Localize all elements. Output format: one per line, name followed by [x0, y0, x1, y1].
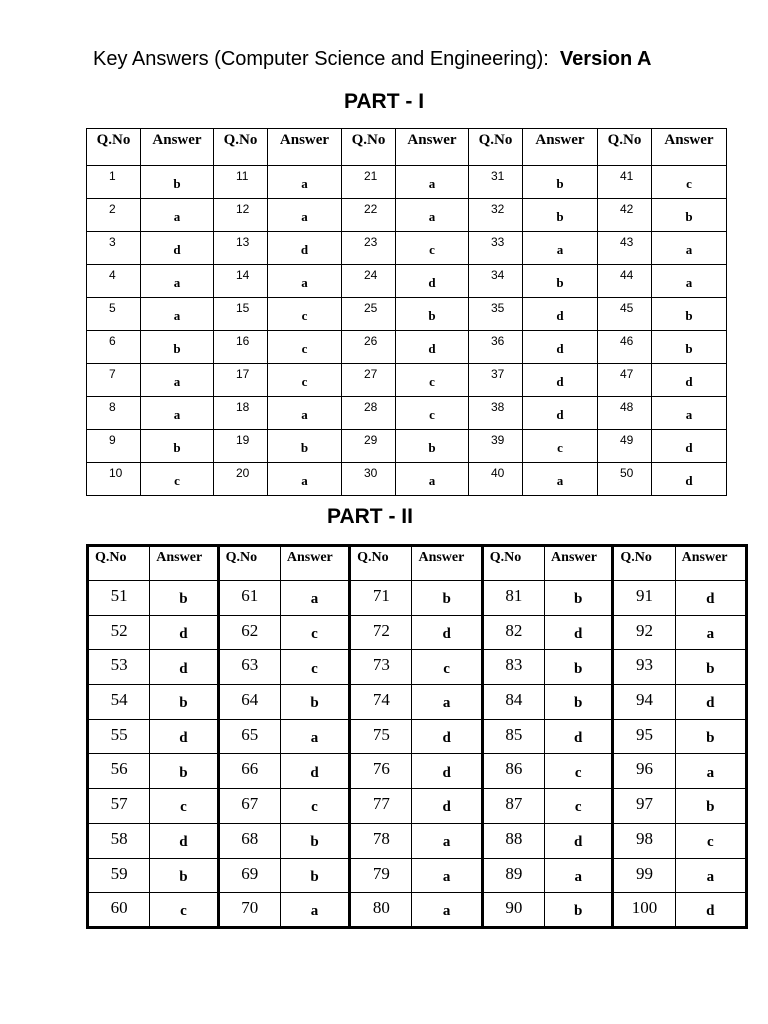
- answer-cell: a: [652, 232, 727, 265]
- question-number-cell: 44: [598, 265, 652, 298]
- question-number-cell: 93: [613, 650, 675, 685]
- column-header-qno: Q.No: [218, 546, 280, 581]
- question-number-cell: 61: [218, 581, 280, 616]
- question-number-cell: 65: [218, 719, 280, 754]
- answer-cell: d: [280, 754, 349, 789]
- answer-cell: a: [268, 199, 342, 232]
- answer-cell: a: [652, 397, 727, 430]
- question-number-cell: 68: [218, 823, 280, 858]
- question-number-cell: 31: [469, 166, 523, 199]
- answer-cell: d: [675, 685, 746, 720]
- question-number-cell: 75: [350, 719, 412, 754]
- question-number-cell: 73: [350, 650, 412, 685]
- question-number-cell: 14: [214, 265, 268, 298]
- answer-cell: b: [150, 754, 218, 789]
- question-number-cell: 18: [214, 397, 268, 430]
- answer-cell: d: [150, 650, 218, 685]
- question-number-cell: 17: [214, 364, 268, 397]
- answer-cell: a: [675, 858, 746, 893]
- answer-cell: a: [141, 265, 214, 298]
- answer-cell: c: [150, 789, 218, 824]
- answer-cell: a: [652, 265, 727, 298]
- version-label: Version A: [559, 48, 652, 70]
- answer-cell: a: [280, 719, 349, 754]
- column-header-qno: Q.No: [469, 129, 523, 166]
- table-row: [88, 650, 747, 685]
- answer-cell: a: [396, 463, 469, 496]
- answer-cell: d: [412, 615, 482, 650]
- column-header-qno: Q.No: [482, 546, 544, 581]
- question-number-cell: 46: [598, 331, 652, 364]
- question-number-cell: 36: [469, 331, 523, 364]
- table-row: [87, 265, 727, 298]
- part-1-heading: PART - I: [343, 90, 425, 113]
- column-header-qno: Q.No: [214, 129, 268, 166]
- question-number-cell: 85: [482, 719, 544, 754]
- table-row: [87, 166, 727, 199]
- question-number-cell: 50: [598, 463, 652, 496]
- column-header-answer: Answer: [523, 129, 598, 166]
- question-number-cell: 20: [214, 463, 268, 496]
- answer-cell: a: [523, 463, 598, 496]
- question-number-cell: 72: [350, 615, 412, 650]
- answer-cell: a: [280, 893, 349, 928]
- table-row: [88, 685, 747, 720]
- answer-cell: b: [396, 430, 469, 463]
- answer-cell: b: [545, 650, 613, 685]
- question-number-cell: 84: [482, 685, 544, 720]
- question-number-cell: 64: [218, 685, 280, 720]
- question-number-cell: 92: [613, 615, 675, 650]
- column-header-qno: Q.No: [350, 546, 412, 581]
- answer-cell: b: [280, 823, 349, 858]
- question-number-cell: 29: [342, 430, 396, 463]
- question-number-cell: 8: [87, 397, 141, 430]
- answer-cell: d: [675, 893, 746, 928]
- answer-cell: d: [523, 331, 598, 364]
- answer-cell: b: [675, 650, 746, 685]
- answer-cell: d: [675, 581, 746, 616]
- document-title: [93, 48, 651, 71]
- question-number-cell: 30: [342, 463, 396, 496]
- question-number-cell: 12: [214, 199, 268, 232]
- question-number-cell: 79: [350, 858, 412, 893]
- question-number-cell: 4: [87, 265, 141, 298]
- question-number-cell: 70: [218, 893, 280, 928]
- question-number-cell: 71: [350, 581, 412, 616]
- answer-cell: c: [268, 298, 342, 331]
- question-number-cell: 63: [218, 650, 280, 685]
- question-number-cell: 43: [598, 232, 652, 265]
- question-number-cell: 21: [342, 166, 396, 199]
- question-number-cell: 45: [598, 298, 652, 331]
- answer-cell: d: [545, 615, 613, 650]
- question-number-cell: 15: [214, 298, 268, 331]
- table-row: [87, 298, 727, 331]
- answer-cell: b: [141, 331, 214, 364]
- answer-cell: b: [545, 685, 613, 720]
- answer-cell: b: [652, 331, 727, 364]
- column-header-qno: Q.No: [342, 129, 396, 166]
- column-header-answer: Answer: [280, 546, 349, 581]
- answer-cell: c: [675, 823, 746, 858]
- answer-cell: d: [141, 232, 214, 265]
- question-number-cell: 53: [88, 650, 150, 685]
- question-number-cell: 7: [87, 364, 141, 397]
- question-number-cell: 5: [87, 298, 141, 331]
- answer-cell: b: [652, 199, 727, 232]
- column-header-answer: Answer: [545, 546, 613, 581]
- answer-cell: a: [396, 199, 469, 232]
- answer-cell: d: [396, 265, 469, 298]
- answer-cell: a: [268, 166, 342, 199]
- question-number-cell: 39: [469, 430, 523, 463]
- question-number-cell: 94: [613, 685, 675, 720]
- answer-cell: b: [545, 893, 613, 928]
- question-number-cell: 10: [87, 463, 141, 496]
- question-number-cell: 35: [469, 298, 523, 331]
- answer-cell: d: [523, 298, 598, 331]
- answer-cell: c: [652, 166, 727, 199]
- question-number-cell: 33: [469, 232, 523, 265]
- column-header-answer: Answer: [675, 546, 746, 581]
- question-number-cell: 26: [342, 331, 396, 364]
- column-header-answer: Answer: [268, 129, 342, 166]
- answer-cell: b: [523, 199, 598, 232]
- answer-cell: c: [545, 754, 613, 789]
- question-number-cell: 66: [218, 754, 280, 789]
- column-header-answer: Answer: [412, 546, 482, 581]
- question-number-cell: 95: [613, 719, 675, 754]
- column-header-answer: Answer: [396, 129, 469, 166]
- answer-cell: d: [150, 615, 218, 650]
- question-number-cell: 49: [598, 430, 652, 463]
- question-number-cell: 57: [88, 789, 150, 824]
- answer-cell: c: [412, 650, 482, 685]
- question-number-cell: 90: [482, 893, 544, 928]
- question-number-cell: 25: [342, 298, 396, 331]
- table-row: [87, 463, 727, 496]
- column-header-qno: Q.No: [88, 546, 150, 581]
- column-header-answer: Answer: [150, 546, 218, 581]
- answer-cell: b: [280, 685, 349, 720]
- question-number-cell: 55: [88, 719, 150, 754]
- question-number-cell: 96: [613, 754, 675, 789]
- question-number-cell: 99: [613, 858, 675, 893]
- answer-cell: c: [280, 615, 349, 650]
- answer-cell: d: [523, 364, 598, 397]
- part-2-heading: PART - II: [327, 505, 413, 528]
- question-number-cell: 38: [469, 397, 523, 430]
- question-number-cell: 58: [88, 823, 150, 858]
- answer-cell: c: [396, 364, 469, 397]
- answer-cell: d: [268, 232, 342, 265]
- question-number-cell: 100: [613, 893, 675, 928]
- answer-cell: c: [150, 893, 218, 928]
- question-number-cell: 77: [350, 789, 412, 824]
- question-number-cell: 13: [214, 232, 268, 265]
- question-number-cell: 9: [87, 430, 141, 463]
- question-number-cell: 87: [482, 789, 544, 824]
- answer-cell: b: [150, 581, 218, 616]
- answer-cell: a: [545, 858, 613, 893]
- table-row: [88, 823, 747, 858]
- question-number-cell: 83: [482, 650, 544, 685]
- answer-cell: c: [396, 232, 469, 265]
- answer-cell: b: [141, 166, 214, 199]
- question-number-cell: 51: [88, 581, 150, 616]
- question-number-cell: 24: [342, 265, 396, 298]
- question-number-cell: 22: [342, 199, 396, 232]
- answer-cell: d: [652, 463, 727, 496]
- question-number-cell: 80: [350, 893, 412, 928]
- column-header-qno: Q.No: [598, 129, 652, 166]
- question-number-cell: 56: [88, 754, 150, 789]
- question-number-cell: 37: [469, 364, 523, 397]
- question-number-cell: 54: [88, 685, 150, 720]
- question-number-cell: 67: [218, 789, 280, 824]
- column-header-answer: Answer: [141, 129, 214, 166]
- answer-cell: b: [268, 430, 342, 463]
- table-row: [87, 397, 727, 430]
- table-row: [87, 199, 727, 232]
- question-number-cell: 76: [350, 754, 412, 789]
- answer-cell: a: [141, 298, 214, 331]
- answer-cell: a: [268, 265, 342, 298]
- column-header-answer: Answer: [652, 129, 727, 166]
- answer-cell: d: [396, 331, 469, 364]
- question-number-cell: 3: [87, 232, 141, 265]
- answer-cell: b: [523, 265, 598, 298]
- answer-cell: a: [523, 232, 598, 265]
- question-number-cell: 86: [482, 754, 544, 789]
- answer-cell: b: [545, 581, 613, 616]
- question-number-cell: 19: [214, 430, 268, 463]
- answer-cell: d: [412, 789, 482, 824]
- question-number-cell: 69: [218, 858, 280, 893]
- answer-cell: b: [675, 789, 746, 824]
- question-number-cell: 89: [482, 858, 544, 893]
- answer-cell: c: [268, 364, 342, 397]
- table-row: [88, 789, 747, 824]
- question-number-cell: 28: [342, 397, 396, 430]
- table-row: [88, 893, 747, 928]
- part-1-answer-table: [86, 128, 727, 496]
- answer-cell: b: [150, 685, 218, 720]
- question-number-cell: 52: [88, 615, 150, 650]
- question-number-cell: 41: [598, 166, 652, 199]
- table-row: [87, 331, 727, 364]
- question-number-cell: 91: [613, 581, 675, 616]
- answer-cell: d: [652, 430, 727, 463]
- question-number-cell: 48: [598, 397, 652, 430]
- answer-cell: a: [412, 858, 482, 893]
- question-number-cell: 6: [87, 331, 141, 364]
- question-number-cell: 74: [350, 685, 412, 720]
- question-number-cell: 47: [598, 364, 652, 397]
- title-text: Key Answers (Computer Science and Engineering):: [93, 48, 549, 70]
- question-number-cell: 32: [469, 199, 523, 232]
- table-row: [88, 858, 747, 893]
- question-number-cell: 97: [613, 789, 675, 824]
- answer-cell: b: [412, 581, 482, 616]
- answer-cell: d: [545, 823, 613, 858]
- question-number-cell: 16: [214, 331, 268, 364]
- question-number-cell: 82: [482, 615, 544, 650]
- answer-cell: c: [280, 789, 349, 824]
- question-number-cell: 98: [613, 823, 675, 858]
- answer-cell: a: [268, 397, 342, 430]
- question-number-cell: 62: [218, 615, 280, 650]
- answer-cell: c: [268, 331, 342, 364]
- question-number-cell: 60: [88, 893, 150, 928]
- answer-cell: d: [150, 823, 218, 858]
- answer-cell: a: [675, 754, 746, 789]
- question-number-cell: 88: [482, 823, 544, 858]
- table-row: [87, 430, 727, 463]
- answer-cell: c: [396, 397, 469, 430]
- answer-cell: a: [280, 581, 349, 616]
- table-header-row: [88, 546, 747, 581]
- question-number-cell: 34: [469, 265, 523, 298]
- answer-cell: d: [652, 364, 727, 397]
- answer-cell: d: [150, 719, 218, 754]
- question-number-cell: 1: [87, 166, 141, 199]
- answer-cell: b: [396, 298, 469, 331]
- answer-cell: a: [396, 166, 469, 199]
- answer-cell: b: [652, 298, 727, 331]
- answer-cell: b: [150, 858, 218, 893]
- answer-cell: c: [141, 463, 214, 496]
- answer-cell: d: [523, 397, 598, 430]
- column-header-qno: Q.No: [613, 546, 675, 581]
- answer-cell: a: [412, 823, 482, 858]
- answer-cell: a: [268, 463, 342, 496]
- answer-cell: c: [280, 650, 349, 685]
- question-number-cell: 40: [469, 463, 523, 496]
- question-number-cell: 81: [482, 581, 544, 616]
- answer-cell: a: [141, 199, 214, 232]
- answer-cell: a: [141, 364, 214, 397]
- table-row: [88, 615, 747, 650]
- table-header-row: [87, 129, 727, 166]
- answer-cell: c: [545, 789, 613, 824]
- answer-cell: b: [675, 719, 746, 754]
- question-number-cell: 27: [342, 364, 396, 397]
- answer-cell: a: [412, 685, 482, 720]
- question-number-cell: 78: [350, 823, 412, 858]
- answer-cell: b: [141, 430, 214, 463]
- answer-cell: a: [675, 615, 746, 650]
- table-row: [88, 581, 747, 616]
- answer-cell: a: [412, 893, 482, 928]
- answer-cell: c: [523, 430, 598, 463]
- question-number-cell: 42: [598, 199, 652, 232]
- question-number-cell: 23: [342, 232, 396, 265]
- table-row: [88, 719, 747, 754]
- answer-cell: b: [280, 858, 349, 893]
- answer-cell: b: [523, 166, 598, 199]
- answer-cell: d: [412, 754, 482, 789]
- question-number-cell: 11: [214, 166, 268, 199]
- column-header-qno: Q.No: [87, 129, 141, 166]
- question-number-cell: 59: [88, 858, 150, 893]
- table-row: [87, 364, 727, 397]
- answer-cell: a: [141, 397, 214, 430]
- answer-cell: d: [545, 719, 613, 754]
- table-row: [87, 232, 727, 265]
- answer-cell: d: [412, 719, 482, 754]
- question-number-cell: 2: [87, 199, 141, 232]
- part-2-answer-table: [86, 544, 748, 929]
- table-row: [88, 754, 747, 789]
